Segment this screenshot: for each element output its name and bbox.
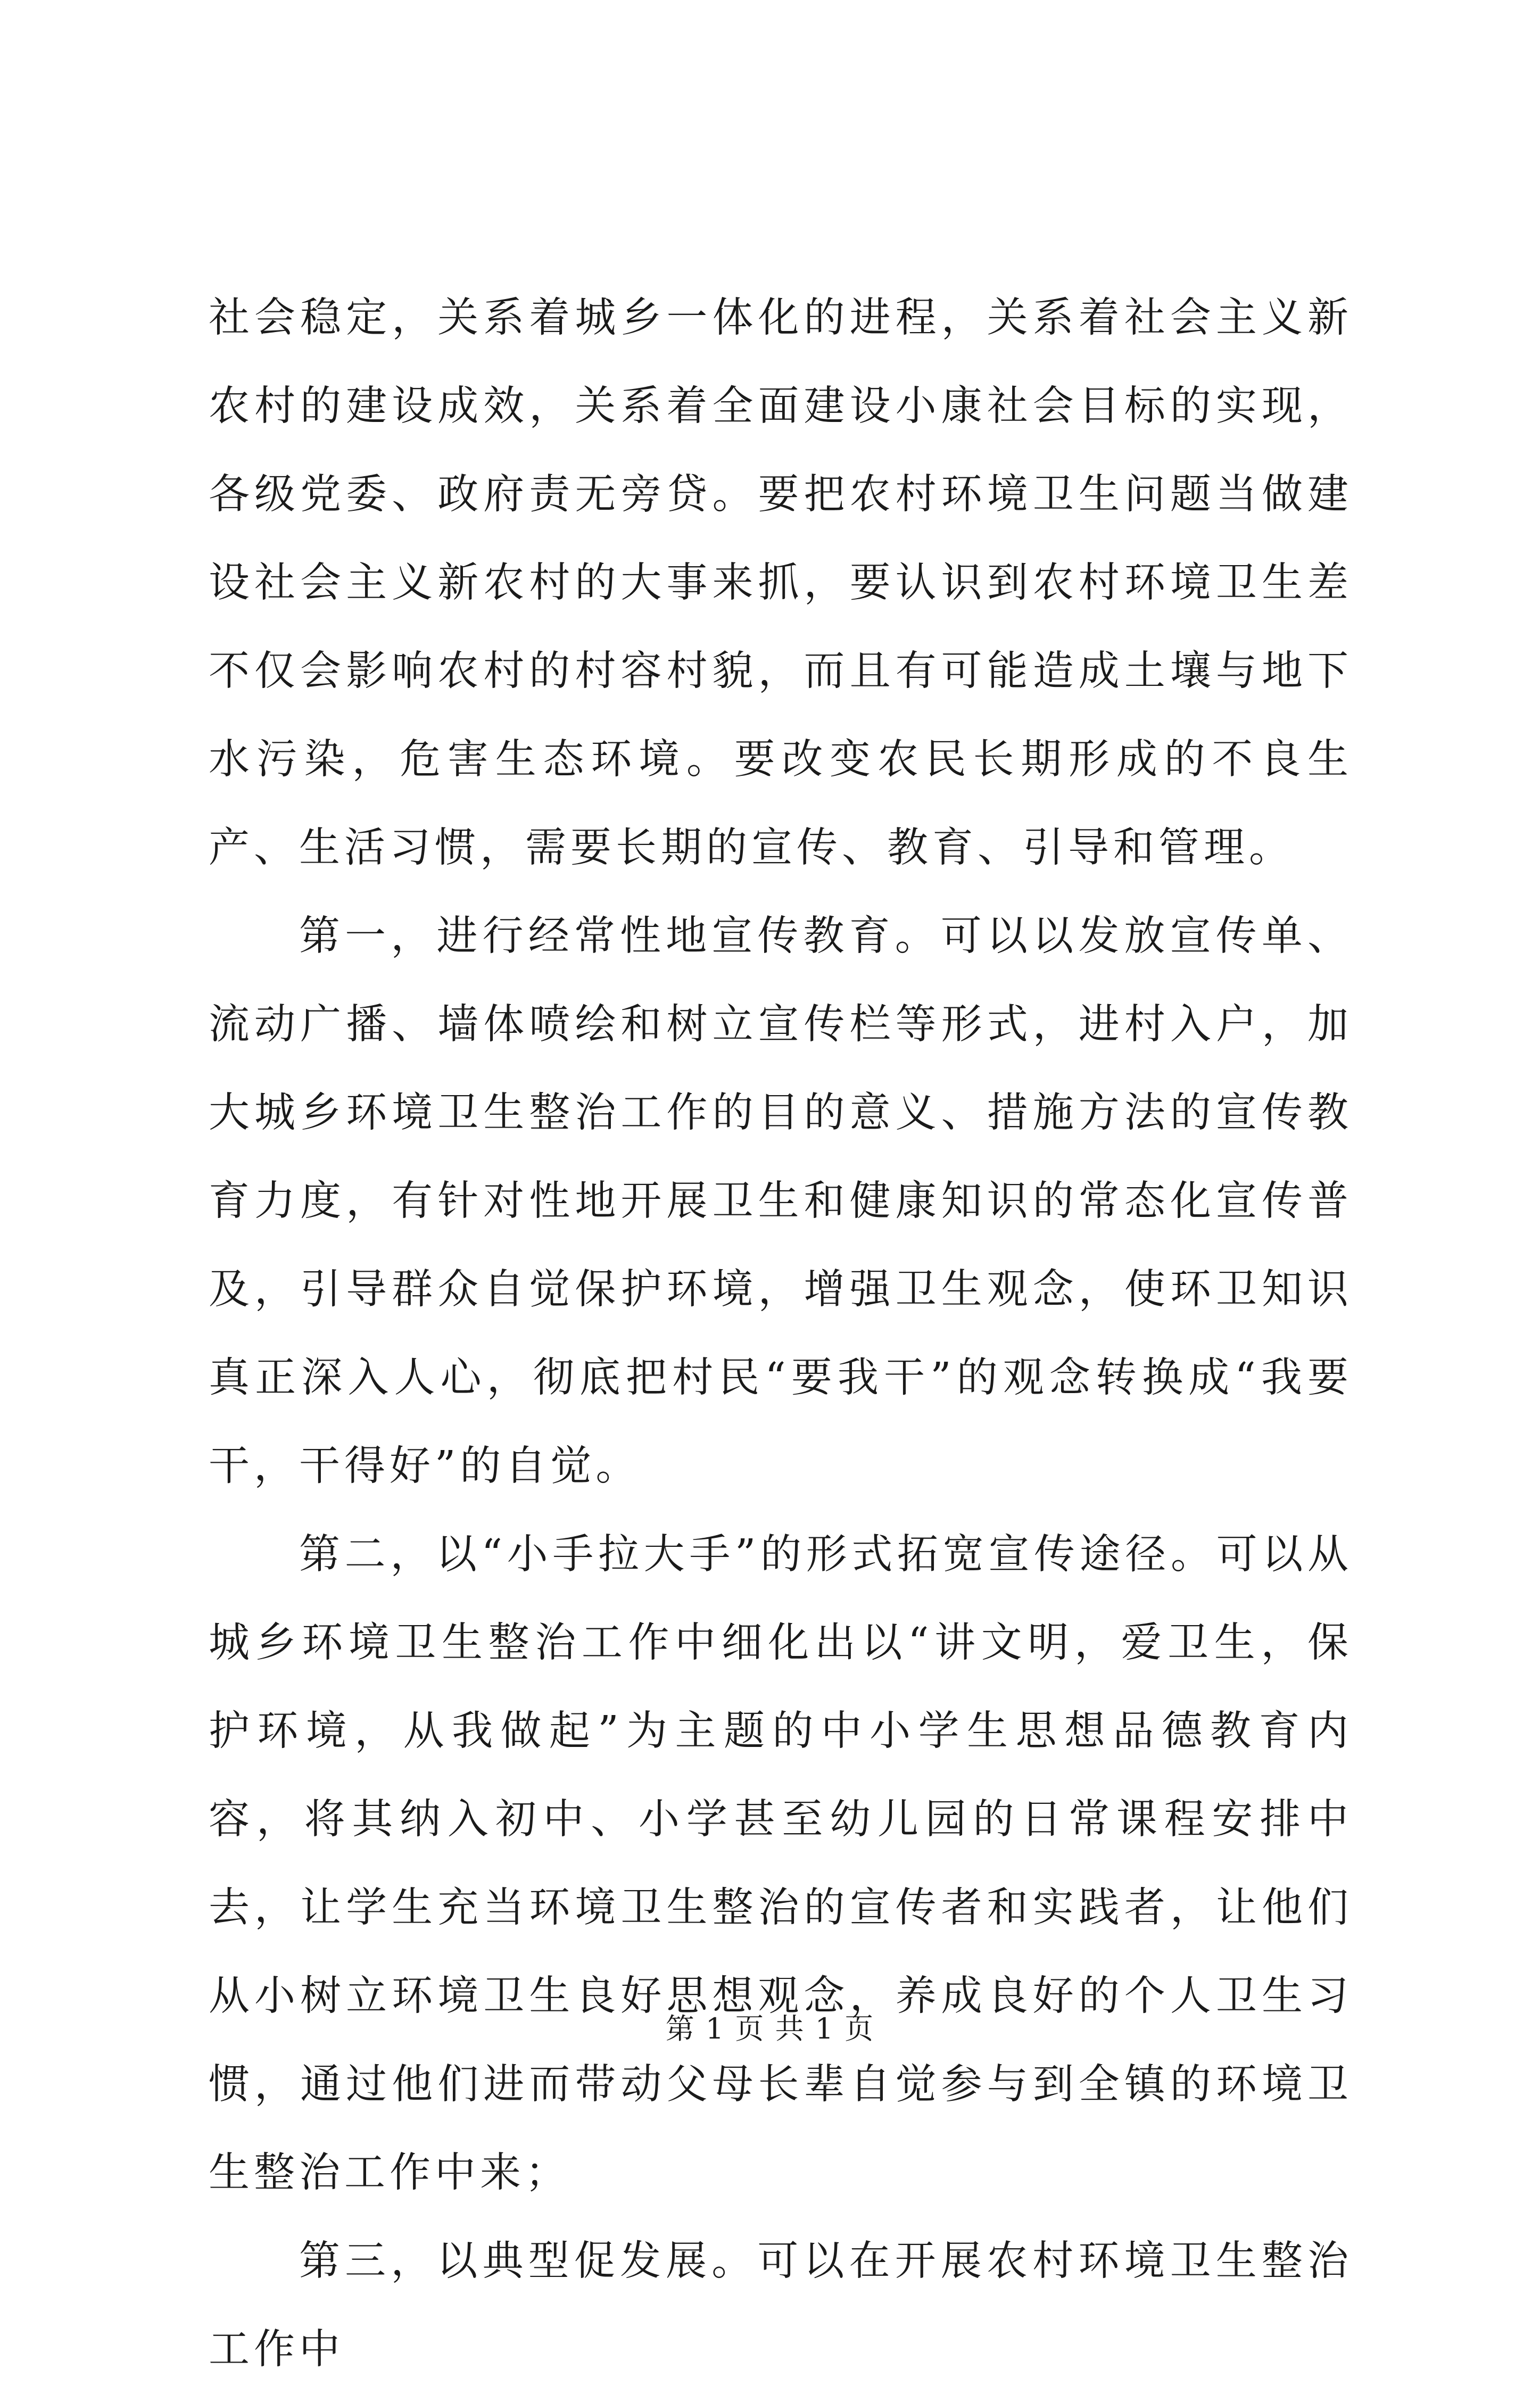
paragraph-2: 第一，进行经常性地宣传教育。可以以发放宣传单、流动广播、墙体喷绘和树立宣传栏等形式，进村入户，加大城乡环境卫生整治工作的目的意义、措施方法的宣传教育力度，有针对性地开展卫生和健康知识的常态化宣传普及，引导群众自觉保护环境，增强卫生观念，使环卫知识真正深入人心，彻底把村民“要我干”的观念转换成“我要干，干得好”的自觉。 xyxy=(209,913,1353,1490)
document-body xyxy=(209,274,1353,2394)
paragraph-3: 第二，以“小手拉大手”的形式拓宽宣传途径。可以从城乡环境卫生整治工作中细化出以“讲文明，爱卫生，保护环境，从我做起”为主题的中小学生思想品德教育内容，将其纳入初中、小学甚至幼儿园的日常课程安排中去，让学生充当环境卫生整治的宣传者和实践者，让他们从小树立环境卫生良好思想观念，养成良好的个人卫生习惯，通过他们进而带动父母长辈自觉参与到全镇的环境卫生整治工作中来； xyxy=(209,1531,1353,2197)
paragraph-1: 社会稳定，关系着城乡一体化的进程，关系着社会主义新农村的建设成效，关系着全面建设小康社会目标的实现，各级党委、政府责无旁贷。要把农村环境卫生问题当做建设社会主义新农村的大事来抓，要认识到农村环境卫生差不仅会影响农村的村容村貌，而且有可能造成土壤与地下水污染，危害生态环境。要改变农民长期形成的不良生产、生活习惯，需要长期的宣传、教育、引导和管理。 xyxy=(209,294,1353,872)
page-footer: 第 1 页 共 1 页 xyxy=(665,2012,875,2045)
paragraph-4: 第三，以典型促发展。可以在开展农村环境卫生整治工作中 xyxy=(209,2238,1353,2373)
